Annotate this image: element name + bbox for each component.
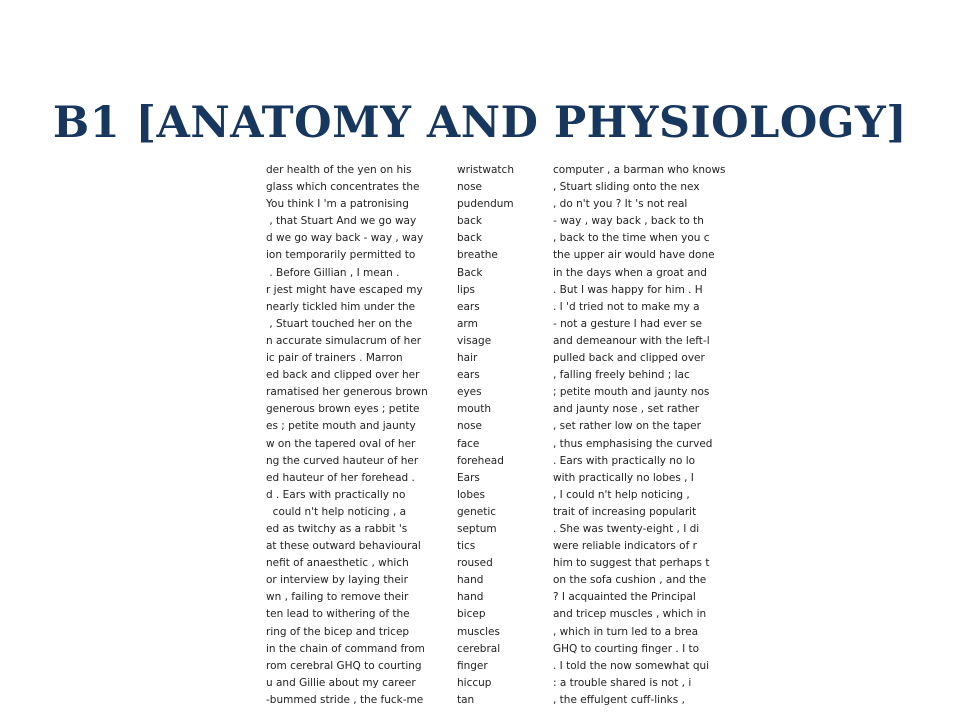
left-context: n accurate simulacrum of her xyxy=(266,334,422,347)
right-context: . Ears with practically no lo xyxy=(553,454,696,467)
left-context: , Stuart touched her on the xyxy=(266,317,413,330)
left-context: d we go way back - way , way xyxy=(266,232,424,245)
concordance-row xyxy=(266,162,746,179)
node-word: back xyxy=(457,215,482,228)
concordance-row xyxy=(266,384,746,401)
right-context: , Stuart sliding onto the nex xyxy=(553,181,700,194)
left-context: es ; petite mouth and jaunty xyxy=(266,420,416,433)
node-word: breathe xyxy=(457,249,498,262)
right-context: : a trouble shared is not , i xyxy=(553,676,692,689)
concordance-row xyxy=(266,504,746,521)
concordance-row xyxy=(266,230,746,247)
left-context: ring of the bicep and tricep xyxy=(266,625,410,638)
right-context: and jaunty nose , set rather xyxy=(553,403,700,416)
left-context: w on the tapered oval of her xyxy=(266,437,416,450)
right-context: and tricep muscles , which in xyxy=(553,608,707,621)
node-word: arm xyxy=(457,317,478,330)
right-context: , back to the time when you c xyxy=(553,232,710,245)
concordance-row xyxy=(266,179,746,196)
left-context: rom cerebral GHQ to courting xyxy=(266,659,422,672)
left-context: at these outward behavioural xyxy=(266,540,421,553)
node-word: hair xyxy=(457,352,478,365)
node-word: mouth xyxy=(457,403,492,416)
right-context: . I told the now somewhat qui xyxy=(553,659,710,672)
right-context: trait of increasing popularit xyxy=(553,505,697,518)
concordance-row xyxy=(266,401,746,418)
right-context: him to suggest that perhaps t xyxy=(553,557,710,570)
node-word: ears xyxy=(457,300,480,313)
left-context: . Before Gillian , I mean . xyxy=(266,266,400,279)
node-word: hand xyxy=(457,591,484,604)
left-context: You think I 'm a patronising xyxy=(266,198,409,211)
node-word: nose xyxy=(457,420,483,433)
node-word: ears xyxy=(457,369,480,382)
right-context: with practically no lobes , I xyxy=(553,471,694,484)
node-word: pudendum xyxy=(457,198,514,211)
right-context: the upper air would have done xyxy=(553,249,715,262)
concordance-row xyxy=(266,624,746,641)
concordance-row xyxy=(266,572,746,589)
right-context: and demeanour with the left-l xyxy=(553,334,710,347)
right-context: , set rather low on the taper xyxy=(553,420,701,433)
concordance-row xyxy=(266,436,746,453)
right-context: GHQ to courting finger . I to xyxy=(553,642,700,655)
node-word: muscles xyxy=(457,625,500,638)
left-context: in the chain of command from xyxy=(266,642,425,655)
node-word: face xyxy=(457,437,480,450)
concordance-row xyxy=(266,213,746,230)
node-word: lips xyxy=(457,283,475,296)
right-context: , I could n't help noticing , xyxy=(553,488,690,501)
node-word: cerebral xyxy=(457,642,501,655)
node-word: hiccup xyxy=(457,676,492,689)
concordance-row xyxy=(266,470,746,487)
node-word: nose xyxy=(457,181,483,194)
right-context: - way , way back , back to th xyxy=(553,215,704,228)
right-context: computer , a barman who knows xyxy=(553,164,726,176)
right-context: in the days when a groat and xyxy=(553,266,707,279)
left-context: u and Gillie about my career xyxy=(266,676,416,689)
right-context: . She was twenty-eight , I di xyxy=(553,522,700,535)
node-word: lobes xyxy=(457,488,485,501)
concordance-row xyxy=(266,606,746,623)
left-context: ion temporarily permitted to xyxy=(266,249,416,262)
left-context: ed hauteur of her forehead . xyxy=(266,471,415,484)
right-context: - not a gesture I had ever se xyxy=(553,317,702,330)
right-context: , thus emphasising the curved xyxy=(553,437,713,450)
left-context: ic pair of trainers . Marron xyxy=(266,352,403,365)
node-word: finger xyxy=(457,659,488,672)
concordance-row xyxy=(266,521,746,538)
left-context: ramatised her generous brown xyxy=(266,386,428,399)
right-context: pulled back and clipped over xyxy=(553,352,705,365)
right-context: ? I acquainted the Principal xyxy=(553,591,696,604)
concordance-row xyxy=(266,316,746,333)
right-context: . But I was happy for him . H xyxy=(553,283,703,296)
concordance-row xyxy=(266,282,746,299)
left-context: ed as twitchy as a rabbit 's xyxy=(266,522,408,535)
concordance-row xyxy=(266,675,746,692)
concordance-row xyxy=(266,658,746,675)
node-word: tics xyxy=(457,540,476,553)
right-context: , falling freely behind ; lac xyxy=(553,369,690,382)
node-word: bicep xyxy=(457,608,486,621)
node-word: roused xyxy=(457,557,493,570)
left-context: glass which concentrates the xyxy=(266,181,420,194)
node-word: Back xyxy=(457,266,483,279)
concordance-row xyxy=(266,538,746,555)
concordance-row xyxy=(266,350,746,367)
node-word: back xyxy=(457,232,482,245)
right-context: were reliable indicators of r xyxy=(553,540,697,553)
concordance-row xyxy=(266,453,746,470)
node-word: Ears xyxy=(457,471,480,484)
concordance-row xyxy=(266,367,746,384)
right-context: on the sofa cushion , and the xyxy=(553,574,707,587)
node-word: forehead xyxy=(457,454,504,467)
right-context: , which in turn led to a brea xyxy=(553,625,699,638)
left-context: -bummed stride , the fuck-me xyxy=(266,693,424,706)
left-context: d . Ears with practically no xyxy=(266,488,406,501)
right-context: , do n't you ? It 's not real xyxy=(553,198,688,211)
left-context: nefit of anaesthetic , which xyxy=(266,557,409,570)
left-context: wn , failing to remove their xyxy=(266,591,409,604)
left-context: ng the curved hauteur of her xyxy=(266,454,419,467)
left-context: ed back and clipped over her xyxy=(266,369,420,382)
node-word: wristwatch xyxy=(457,164,514,176)
left-context: or interview by laying their xyxy=(266,574,408,587)
concordance-row xyxy=(266,589,746,606)
concordance-row xyxy=(266,265,746,282)
concordance-row xyxy=(266,555,746,572)
concordance-row xyxy=(266,418,746,435)
left-context: r jest might have escaped my xyxy=(266,283,423,296)
concordance-row xyxy=(266,299,746,316)
node-word: septum xyxy=(457,522,497,535)
left-context: der health of the yen on his xyxy=(266,164,412,176)
node-word: eyes xyxy=(457,386,482,399)
concordance-row xyxy=(266,692,746,709)
left-context: , that Stuart And we go way xyxy=(266,215,417,228)
right-context: . I 'd tried not to make my a xyxy=(553,300,700,313)
left-context: could n't help noticing , a xyxy=(266,505,407,518)
concordance-row xyxy=(266,247,746,264)
node-word: hand xyxy=(457,574,484,587)
right-context: ; petite mouth and jaunty nos xyxy=(553,386,710,399)
concordance-list xyxy=(266,162,746,709)
concordance-row xyxy=(266,487,746,504)
right-context: , the effulgent cuff-links , xyxy=(553,693,685,706)
left-context: generous brown eyes ; petite xyxy=(266,403,420,416)
node-word: tan xyxy=(457,693,475,706)
concordance-row xyxy=(266,196,746,213)
node-word: visage xyxy=(457,334,492,347)
left-context: nearly tickled him under the xyxy=(266,300,416,313)
concordance-row xyxy=(266,333,746,350)
left-context: ten lead to withering of the xyxy=(266,608,410,621)
concordance-row xyxy=(266,641,746,658)
node-word: genetic xyxy=(457,505,497,518)
slide-title: B1 [ANATOMY AND PHYSIOLOGY] xyxy=(52,97,908,148)
